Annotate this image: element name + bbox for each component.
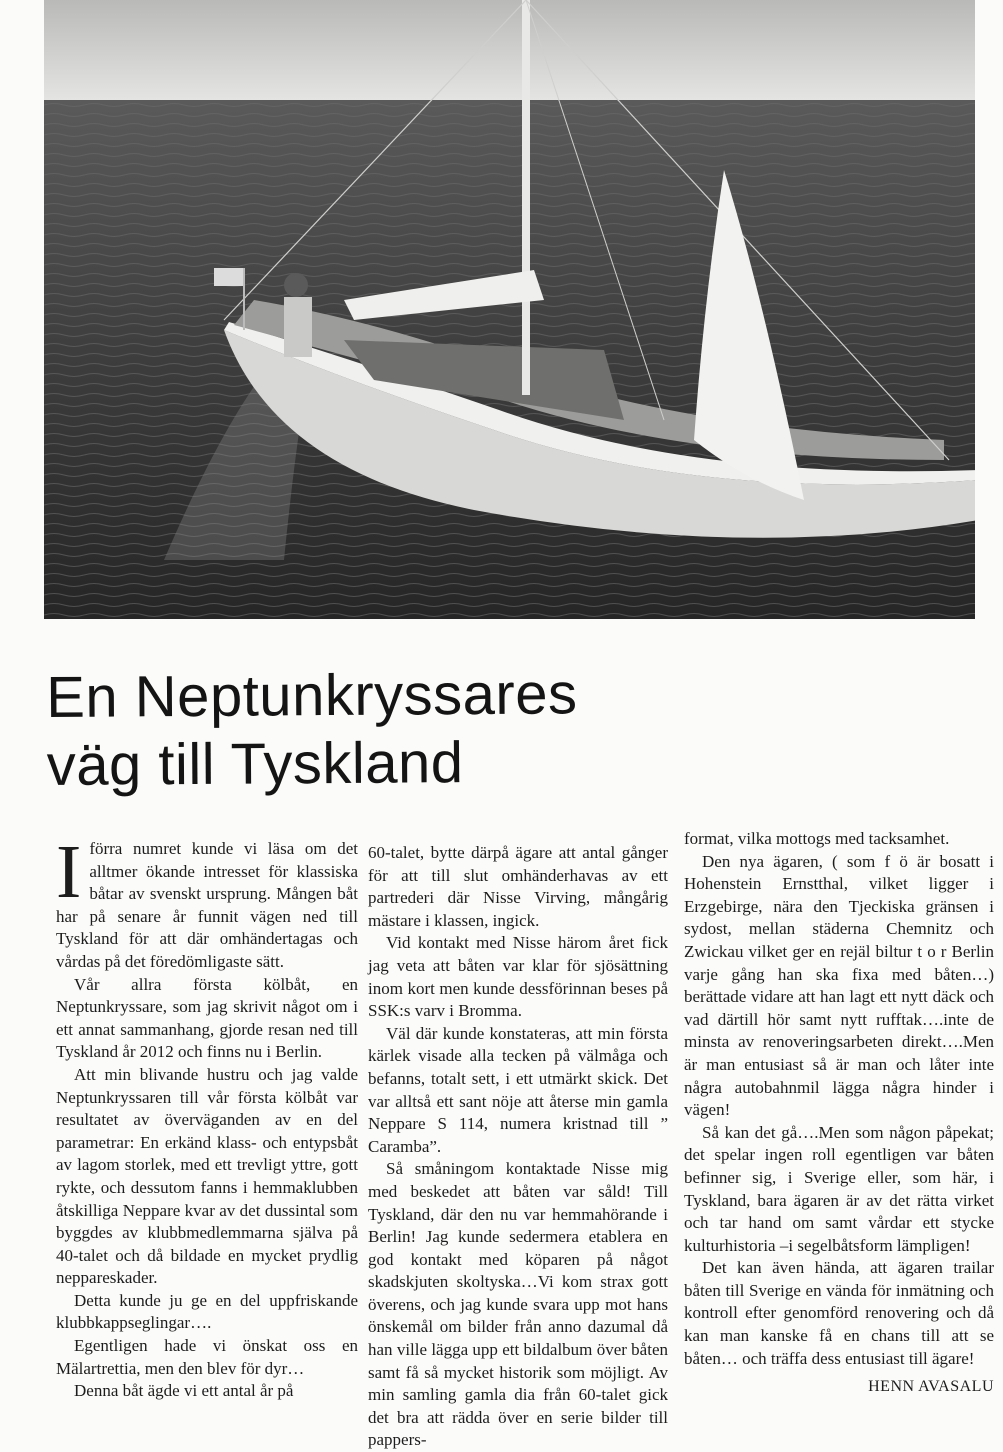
paragraph: Vår allra första kölbåt, en Neptunkryssare, som jag skrivit något om i ett annat sammanhang, gjorde resan ned till Tyskland år 2012 och finns nu i Berlin. <box>56 974 358 1062</box>
article-title-line-1: En Neptunkryssares <box>46 661 578 730</box>
paragraph: 60-talet, bytte därpå ägare att antal gånger för att till slut omhänderhavas av ett partrederi där Nisse Virving, mångårig mästare i klassen, ingick. <box>368 843 668 930</box>
paragraph-text: förra numret kunde vi läsa om det alltmer ökande intresset för klassiska båtar av svenskt ursprung. Mången båt har på senare år funnit vägen ned till Tyskland för att där omhändertagas och vårdas på det föredömligaste sätt. <box>56 839 358 971</box>
paragraph: Så småningom kontaktade Nisse mig med beskedet att båten var såld! Till Tyskland, där den nu var hemmahörande i Berlin! Jag kunde sedermera etablera en god kontakt med köparen på något skadskjuten skoltyska…Vi kom strax gott överens, och jag kunde svara upp mot hans önskemål om bilder från anno dazumal då han ville lägga upp ett bildalbum över båten samt få så mycket historik som möjligt. Av min samling gamla dia från 60-talet gick det bra att rädda över en serie bilder till pappers- <box>368 1159 668 1450</box>
paragraph: Att min blivande hustru och jag valde Neptunkryssaren till vår första kölbåt var resultatet av överväganden av en del parametrar: En erkänd klass- och entypsbåt av lagom storlek, med ett trevligt yttre, gott rykte, och dessutom fanns i hemmaklubben åtskilliga Neppare kvar av det dussintal som byggdes av klubbmedlemmarna själva på 40-talet och då bildade en mycket prydlig neppareskader. <box>56 1064 358 1288</box>
paragraph <box>56 830 358 974</box>
author-signature: HENN AVASALU <box>868 1378 994 1396</box>
paragraph: Den nya ägaren, ( som f ö är bosatt i Hohenstein Ernstthal, vilket ligger i Erzgebirge, nära den Tjeckiska gränsen i sydost, mellan städerna Chemnitz och Zwickau vilket ger en rejäl biltur t o r Berlin varje gång han ska fixa med båten…) berättade vidare att han lagt ett nytt däck och vad därtill hör samt nytt rufftak….inte de minsta av renoveringsarbeten direkt….Men är man entusiast så är man och låter inte några autobahnmil lägga några hinder i vägen! <box>684 851 994 1120</box>
paragraph: format, vilka mottogs med tacksamhet. <box>684 829 950 848</box>
article-column-3 <box>684 828 994 1399</box>
sailboat-photo <box>44 0 975 619</box>
paragraph: Så kan det gå….Men som någon påpekat; det spelar ingen roll egentligen var båten befinner sig, i Sverige eller, som här, i Tyskland, bara ägaren är av det rätta virket och tar hand om samt vårdar ett stycke kulturhistoria –i segelbåtsform lämpligen! <box>684 1122 994 1255</box>
article-title <box>46 658 947 800</box>
paragraph: Detta kunde ju ge en del uppfriskande klubbkappseglingar…. <box>56 1290 358 1333</box>
article-column-1 <box>56 830 358 1403</box>
paragraph: Vid kontakt med Nisse härom året fick jag veta att båten var klar för sjösättning inom kort men kunde dessförinnan beses på SSK:s varv i Bromma. <box>368 933 668 1021</box>
article-column-2 <box>368 842 668 1452</box>
paragraph: Denna båt ägde vi ett antal år på <box>74 1381 294 1401</box>
drop-cap: I <box>56 830 82 914</box>
paragraph: Egentligen hade vi önskat oss en Mälartrettia, men den blev för dyr… <box>56 1336 358 1378</box>
article-title-line-2: väg till Tyskland <box>46 730 464 798</box>
paragraph: Det kan även hända, att ägaren trailar båten till Sverige en vända för inmätning och kontroll efter genomförd renovering och då kan man kanske få en chans till att se båten… och träffa dess entusiast till ägare! <box>684 1258 994 1368</box>
paragraph: Väl där kunde konstateras, att min första kärlek visade alla tecken på välmåga och befanns, totalt sett, i ett utmärkt skick. Det var alltså ett sant nöje att återse min gamla Neppare S 114, numera kristnad till ” Caramba”. <box>368 1023 668 1156</box>
sailboat-photo-drawing <box>44 0 975 619</box>
